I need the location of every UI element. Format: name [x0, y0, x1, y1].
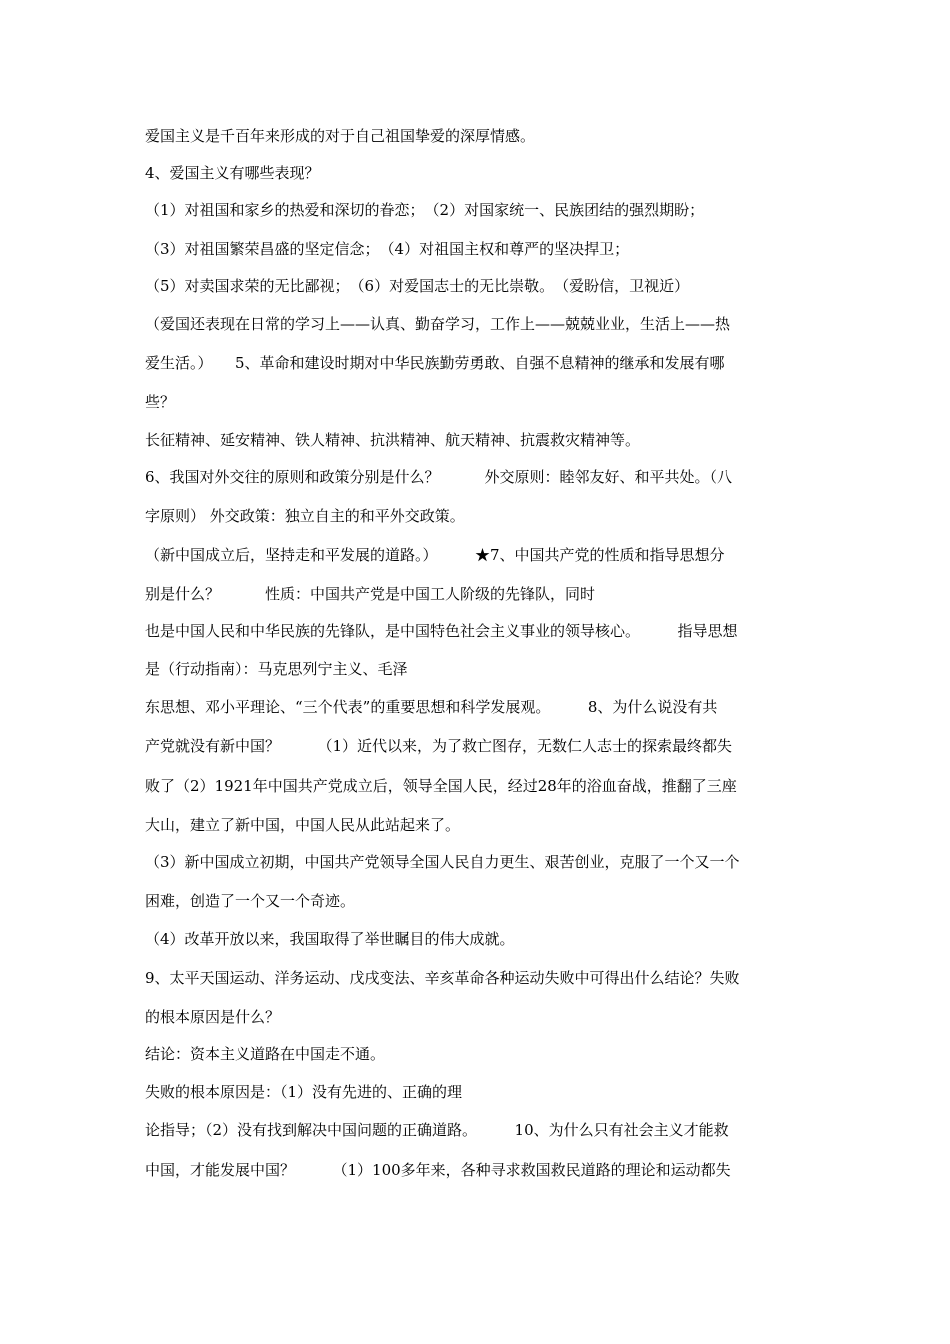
- text-line: 爱生活。） 5、革命和建设时期对中华民族勤劳勇敢、自强不息精神的继承和发展有哪: [145, 354, 725, 372]
- text-line: 败了（2）1921年中国共产党成立后，领导全国人民，经过28年的浴血奋战，推翻了三座: [145, 777, 737, 795]
- text-line: 论指导；（2）没有找到解决中国问题的正确道路。 10、为什么只有社会主义才能救: [145, 1121, 729, 1139]
- text-line: 字原则） 外交政策：独立自主的和平外交政策。: [145, 507, 465, 525]
- text-line: （爱国还表现在日常的学习上——认真、勤奋学习，工作上——兢兢业业，生活上——热: [145, 315, 731, 333]
- text-line: 9、太平天国运动、洋务运动、戊戌变法、辛亥革命各种运动失败中可得出什么结论？失败: [145, 969, 740, 987]
- text-line: （4）改革开放以来，我国取得了举世瞩目的伟大成就。: [145, 930, 515, 948]
- text-line: 是（行动指南）：马克思列宁主义、毛泽: [145, 660, 408, 678]
- text-line: 大山，建立了新中国，中国人民从此站起来了。: [145, 816, 461, 834]
- text-line: 些？: [145, 393, 176, 411]
- text-line: 的根本原因是什么？: [145, 1008, 281, 1026]
- text-line: 失败的根本原因是：（1）没有先进的、正确的理: [145, 1083, 463, 1101]
- text-line: （3）对祖国繁荣昌盛的坚定信念； （4）对祖国主权和尊严的坚决捍卫；: [145, 240, 630, 258]
- text-line: （3）新中国成立初期，中国共产党领导全国人民自力更生、艰苦创业，克服了一个又一个: [145, 853, 740, 871]
- text-line: 困难，创造了一个又一个奇迹。: [145, 892, 356, 910]
- text-line: 也是中国人民和中华民族的先锋队，是中国特色社会主义事业的领导核心。 指导思想: [145, 622, 738, 640]
- text-line: 4、爱国主义有哪些表现？: [145, 164, 320, 182]
- text-line: 结论：资本主义道路在中国走不通。: [145, 1045, 386, 1063]
- text-line: （新中国成立后，坚持走和平发展的道路。） ★7、中国共产党的性质和指导思想分: [145, 546, 725, 564]
- text-line: 长征精神、延安精神、铁人精神、抗洪精神、航天精神、抗震救灾精神等。: [145, 431, 641, 449]
- text-line: 6、我国对外交往的原则和政策分别是什么？ 外交原则：睦邻友好、和平共处。（八: [145, 468, 733, 486]
- text-line: （1）对祖国和家乡的热爱和深切的眷恋； （2）对国家统一、民族团结的强烈期盼；: [145, 201, 705, 219]
- text-line: 别是什么？ 性质：中国共产党是中国工人阶级的先锋队，同时: [145, 585, 596, 603]
- text-line: 产党就没有新中国？ （1）近代以来，为了救亡图存，无数仁人志士的探索最终都失: [145, 737, 733, 755]
- text-line: （5）对卖国求荣的无比鄙视； （6）对爱国志士的无比崇敬。 （爱盼信，卫视近）: [145, 277, 690, 295]
- text-line: 爱国主义是千百年来形成的对于自己祖国挚爱的深厚情感。: [145, 127, 536, 145]
- text-line: 中国，才能发展中国？ （1）100多年来，各种寻求救国救民道路的理论和运动都失: [145, 1161, 731, 1179]
- text-line: 东思想、邓小平理论、“三个代表”的重要思想和科学发展观。 8、为什么说没有共: [145, 698, 718, 716]
